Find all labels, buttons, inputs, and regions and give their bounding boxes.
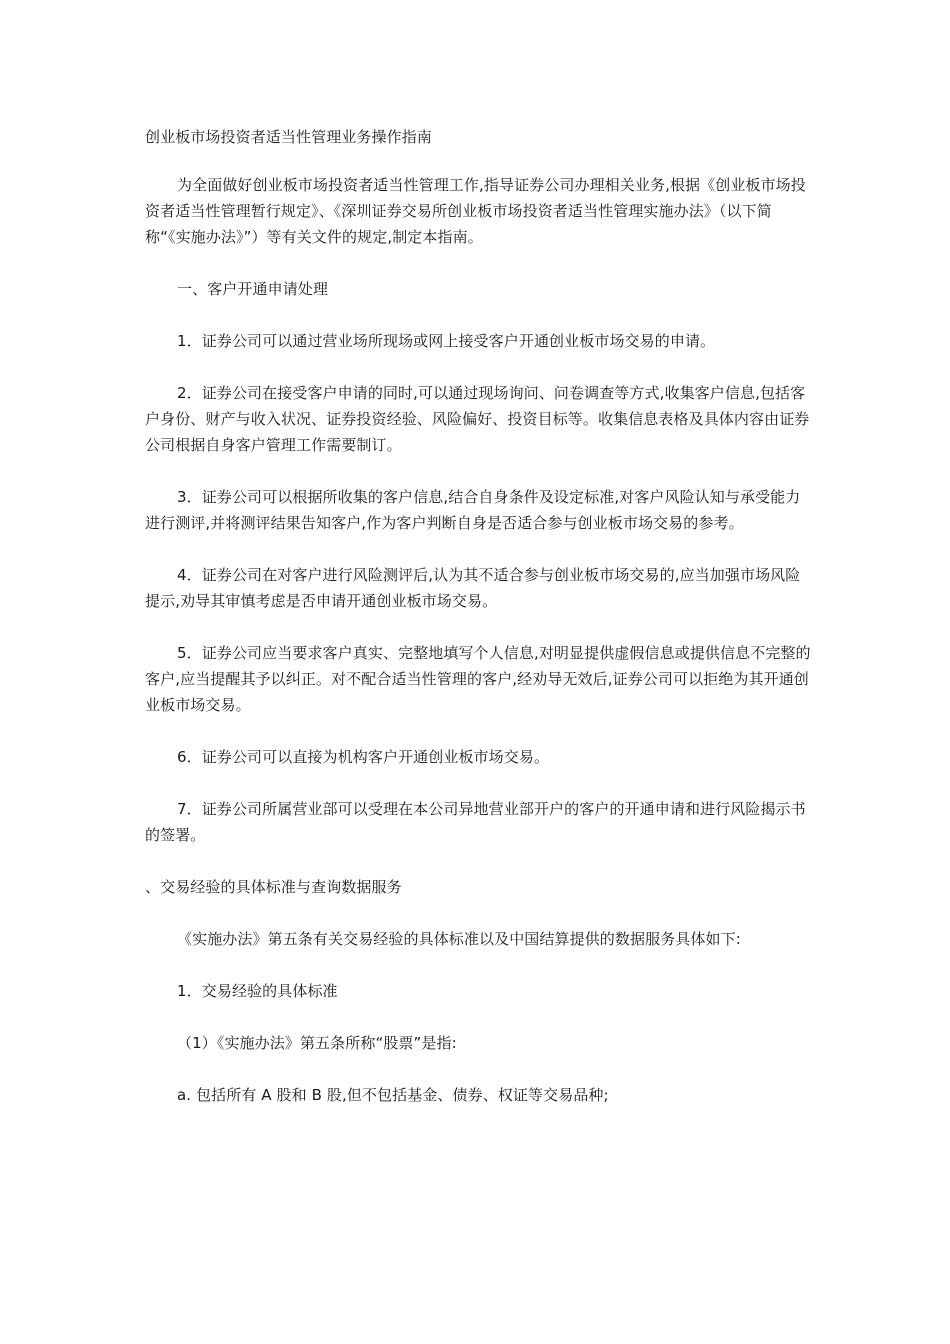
section2-subitem: （1）《实施办法》第五条所称“股票”是指:	[177, 1034, 457, 1052]
section1-heading: 一、客户开通申请处理	[177, 280, 329, 298]
document-title: 创业板市场投资者适当性管理业务操作指南	[145, 128, 432, 146]
list-item: 6．证券公司可以直接为机构客户开通创业板市场交易。	[177, 748, 550, 766]
list-item: 7．证券公司所属营业部可以受理在本公司异地营业部开户的客户的开通申请和进行风险揭示书的签署。	[145, 800, 806, 844]
section2-subheading: 1．交易经验的具体标准	[177, 982, 338, 1000]
section2-subitem-a: a. 包括所有 A 股和 B 股,但不包括基金、债券、权证等交易品种;	[177, 1086, 609, 1104]
section2-intro: 《实施办法》第五条有关交易经验的具体标准以及中国结算提供的数据服务具体如下:	[177, 930, 741, 948]
list-item: 3．证券公司可以根据所收集的客户信息,结合自身条件及设定标准,对客户风险认知与承受能力进行测评,并将测评结果告知客户,作为客户判断自身是否适合参与创业板市场交易的参考。	[145, 488, 801, 532]
document-page	[145, 118, 813, 1108]
list-item: 4．证券公司在对客户进行风险测评后,认为其不适合参与创业板市场交易的,应当加强市场风险提示,劝导其审慎考虑是否申请开通创业板市场交易。	[145, 566, 801, 610]
intro-paragraph: 为全面做好创业板市场投资者适当性管理工作,指导证券公司办理相关业务,根据《创业板市场投资者适当性管理暂行规定》、《深圳证券交易所创业板市场投资者适当性管理实施办法》（以下简称“《实施办法》”）等有关文件的规定,制定本指南。	[145, 176, 806, 246]
section2-heading: 、交易经验的具体标准与查询数据服务	[145, 878, 402, 896]
list-item: 5．证券公司应当要求客户真实、完整地填写个人信息,对明显提供虚假信息或提供信息不完整的客户,应当提醒其予以纠正。对不配合适当性管理的客户,经劝导无效后,证券公司可以拒绝为其开通创业板市场交易。	[145, 644, 811, 714]
list-item: 2．证券公司在接受客户申请的同时,可以通过现场询问、问卷调查等方式,收集客户信息,包括客户身份、财产与收入状况、证券投资经验、风险偏好、投资目标等。收集信息表格及具体内容由证券公司根据自身客户管理工作需要制订。	[145, 384, 810, 454]
list-item: 1．证券公司可以通过营业场所现场或网上接受客户开通创业板市场交易的申请。	[177, 332, 716, 350]
